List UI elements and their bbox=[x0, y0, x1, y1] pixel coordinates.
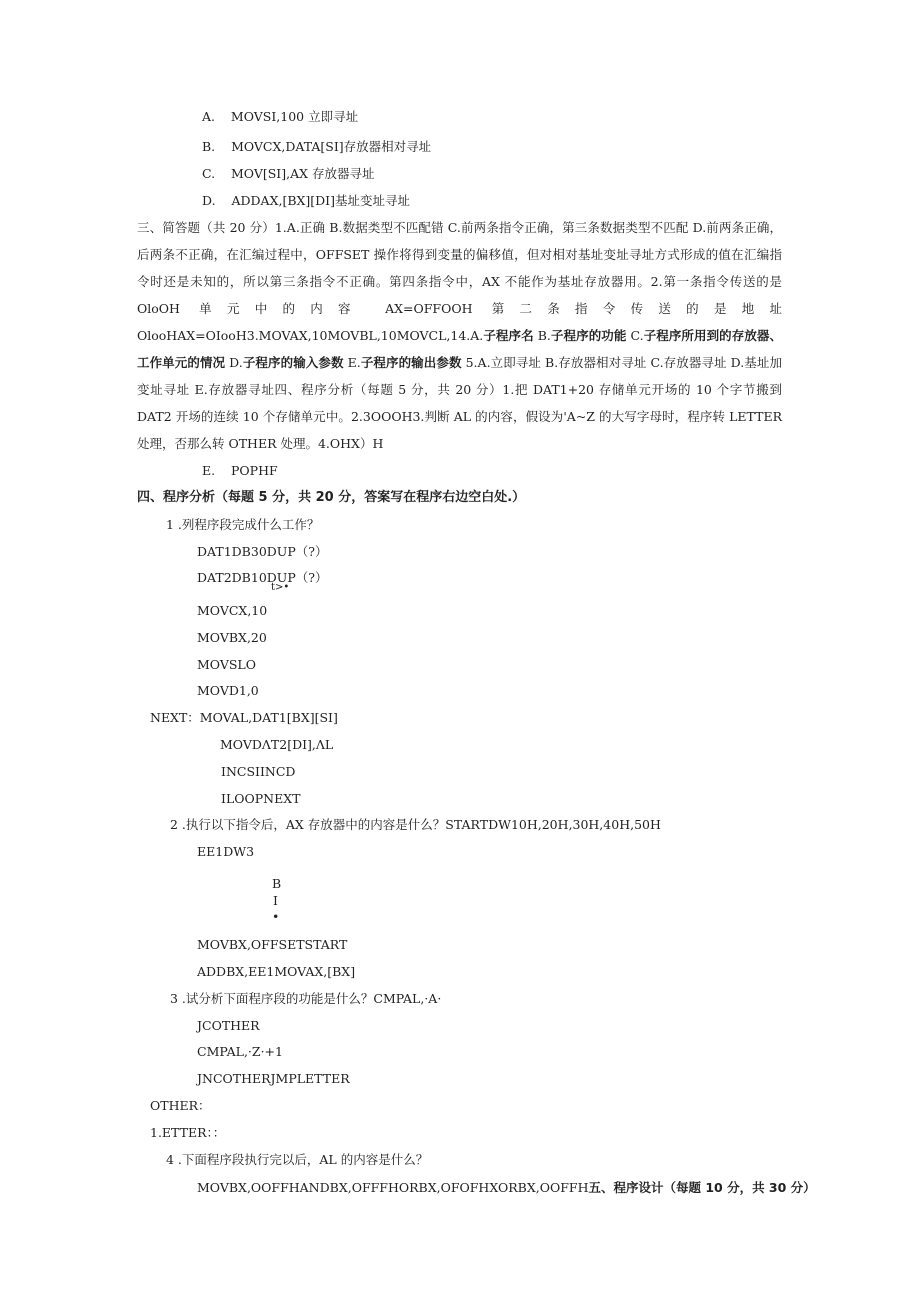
answer-bold-2: 子程序的功能 bbox=[550, 328, 627, 343]
code-line: JNCOTHERJMPLETTER bbox=[197, 1071, 350, 1086]
other-label: OTHER： bbox=[150, 1098, 211, 1113]
code-line: DAT1DB30DUP（?） bbox=[197, 544, 328, 559]
code-line: MOVD1,0 bbox=[197, 683, 259, 698]
code-line: MOVBX,20 bbox=[197, 630, 267, 645]
code-line: ADDBX,EE1MOVAX,[BX] bbox=[197, 964, 356, 979]
option-a: A. MOVSI,100 立即寻址 bbox=[202, 109, 359, 124]
code-line: JCOTHER bbox=[197, 1018, 260, 1033]
answer-bold-4: 子程序的输入参数 bbox=[242, 355, 344, 370]
code-line: MOVCX,10 bbox=[197, 603, 268, 618]
option-b: B. MOVCX,DATA[SI]存放器相对寻址 bbox=[202, 139, 432, 154]
section4-title: 四、程序分析（每题 5 分，共 20 分，答案写在程序右边空白处.） bbox=[137, 490, 526, 505]
vertical-char: • bbox=[272, 909, 280, 924]
code-line: INCSIINCD bbox=[221, 764, 296, 779]
option-e: E. POPHF bbox=[202, 463, 278, 478]
letter-label: 1.ETTER：： bbox=[150, 1125, 226, 1140]
q4-title: 4 .下面程序段执行完以后，AL 的内容是什么？ bbox=[166, 1152, 429, 1167]
answer-bold-3: 子程序所用到的存放器、工作单元的情况 bbox=[137, 328, 782, 370]
code-line: DAT2DB10DUP（?） bbox=[197, 570, 328, 585]
vertical-char: I bbox=[273, 893, 278, 908]
answers-paragraph: 三、简答题（共 20 分）1.A.正确 B.数据类型不匹配错 C.前两条指令正确，第三条数据类型不匹配 D.前两条正确，后两条不正确，在汇编过程中，OFFSET 操作将得到变量的偏移值，但对相对基址变址寻址方式形成的值在汇编指令时还是未知的，所以第三条指令不正确。第四条指令中，AX 不能作为基址存放器用。2.第一条指令传送的是 OloOH 单元中的内容 AX=OFFOOH 第二条指令传送的是地址 OlooHAX=OIooH3.MOVAX,10MOVBL,10MOVCL,14.A.子程序名 B.子程序的功能 C.子程序所用到的存放器、工作单元的情况 D.子程序的输入参数 E.子程序的输出参数 5.A.立即寻址 B.存放器相对寻址 C.存放器寻址 D.基址加变址寻址 E.存放器寻址四、程序分析（每题 5 分，共 20 分）1.把 DAT1+20 存储单元开场的 10 个字节搬到 DAT2 开场的连续 10 个存储单元中。2.3OOOH3.判断 AL 的内容，假设为'A~Z 的大写字母时，程序转 LETTER 处理，否那么转 OTHER 处理。4.OHX）H bbox=[137, 220, 782, 451]
next-label-line: NEXT：MOVAL,DAT1[BX][SI] bbox=[150, 710, 338, 725]
code-line: CMPAL,·Z·+1 bbox=[197, 1044, 283, 1059]
section5-title: 五、程序设计（每题 10 分，共 30 分） bbox=[588, 1180, 816, 1195]
option-d: D. ADDAX,[BX][DI]基址变址寻址 bbox=[202, 193, 410, 208]
answers-part2: OlooHAX=OIooH3.MOVAX,10MOVBL,10MOVCL,14.A. bbox=[137, 328, 484, 343]
q1-title: 1 .列程序段完成什么工作？ bbox=[166, 517, 320, 532]
q3-title: 3 .试分析下面程序段的功能是什么？CMPAL,·A· bbox=[170, 991, 442, 1006]
option-c: C. MOV[SI],AX 存放器寻址 bbox=[202, 166, 375, 181]
q4-code-line: MOVBX,OOFFHANDBX,OFFFHORBX,OFOFHXORBX,OOFFH五、程序设计（每题 10 分，共 30 分） bbox=[197, 1180, 816, 1195]
answer-bold-5: 子程序的输出参数 bbox=[360, 355, 462, 370]
q2-title: 2 .执行以下指令后，AX 存放器中的内容是什么？STARTDW10H,20H,30H,40H,50H bbox=[170, 817, 661, 832]
code-line: MOVBX,OFFSETSTART bbox=[197, 937, 348, 952]
code-line: MOVSLO bbox=[197, 657, 256, 672]
scan-artifact: t>• bbox=[271, 582, 290, 593]
code-line: EE1DW3 bbox=[197, 844, 255, 859]
vertical-char: B bbox=[272, 876, 282, 891]
answer-bold-1: 子程序名 bbox=[483, 328, 534, 343]
code-line: ILOOPNEXT bbox=[221, 791, 301, 806]
answers-part1: 三、简答题（共 20 分）1.A.正确 B.数据类型不匹配错 C.前两条指令正确，第三条数据类型不匹配 D.前两条正确，后两条不正确，在汇编过程中，OFFSET 操作将得到变量的偏移值，但对相对基址变址寻址方式形成的值在汇编指令时还是未知的，所以第三条指令不正确。第四条指令中，AX 不能作为基址存放器用。2.第一条指令传送的是 OloOH 单元中的内容 AX=OFFOOH 第二条指令传送的是地址 bbox=[137, 220, 782, 316]
code-line: MOVDΛT2[DI],ΛL bbox=[220, 737, 334, 752]
